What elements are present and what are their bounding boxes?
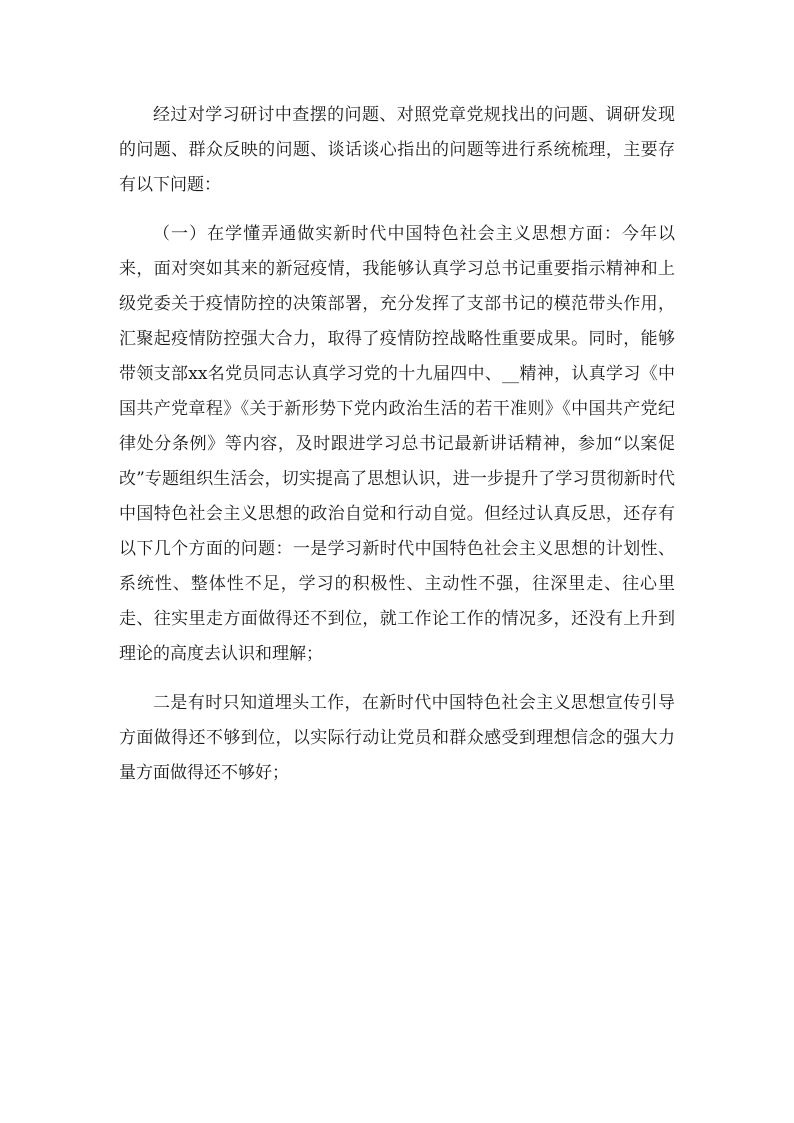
paragraph-section-one: （一）在学懂弄通做实新时代中国特色社会主义思想方面：今年以来，面对突如其来的新冠疫情，我能够认真学习总书记重要指示精神和上级党委关于疫情防控的决策部署，充分发挥了支部书记的模范带头作用，汇聚起疫情防控强大合力，取得了疫情防控战略性重要成果。同时，能够带领支部xx名党员同志认真学习党的十九届四中、__精神，认真学习《中国共产党章程》《关于新形势下党内政治生活的若干准则》《中国共产党纪律处分条例》等内容，及时跟进学习总书记最新讲话精神，参加“以案促改”专题组织生活会，切实提高了思想认识，进一步提升了学习贯彻新时代中国特色社会主义思想的政治自觉和行动自觉。但经过认真反思，还存有以下几个方面的问题：一是学习新时代中国特色社会主义思想的计划性、系统性、整体性不足，学习的积极性、主动性不强，往深里走、往心里走、往实里走方面做得还不到位，就工作论工作的情况多，还没有上升到理论的高度去认识和理解； [119, 224, 675, 664]
paragraph-intro: 经过对学习研讨中查摆的问题、对照党章党规找出的问题、调研发现的问题、群众反映的问题、谈话谈心指出的问题等进行系统梳理，主要存有以下问题： [119, 105, 675, 195]
document-body [119, 98, 675, 791]
paragraph-point-two: 二是有时只知道埋头工作，在新时代中国特色社会主义思想宣传引导方面做得还不够到位，以实际行动让党员和群众感受到理想信念的强大力量方面做得还不够好； [119, 693, 675, 783]
